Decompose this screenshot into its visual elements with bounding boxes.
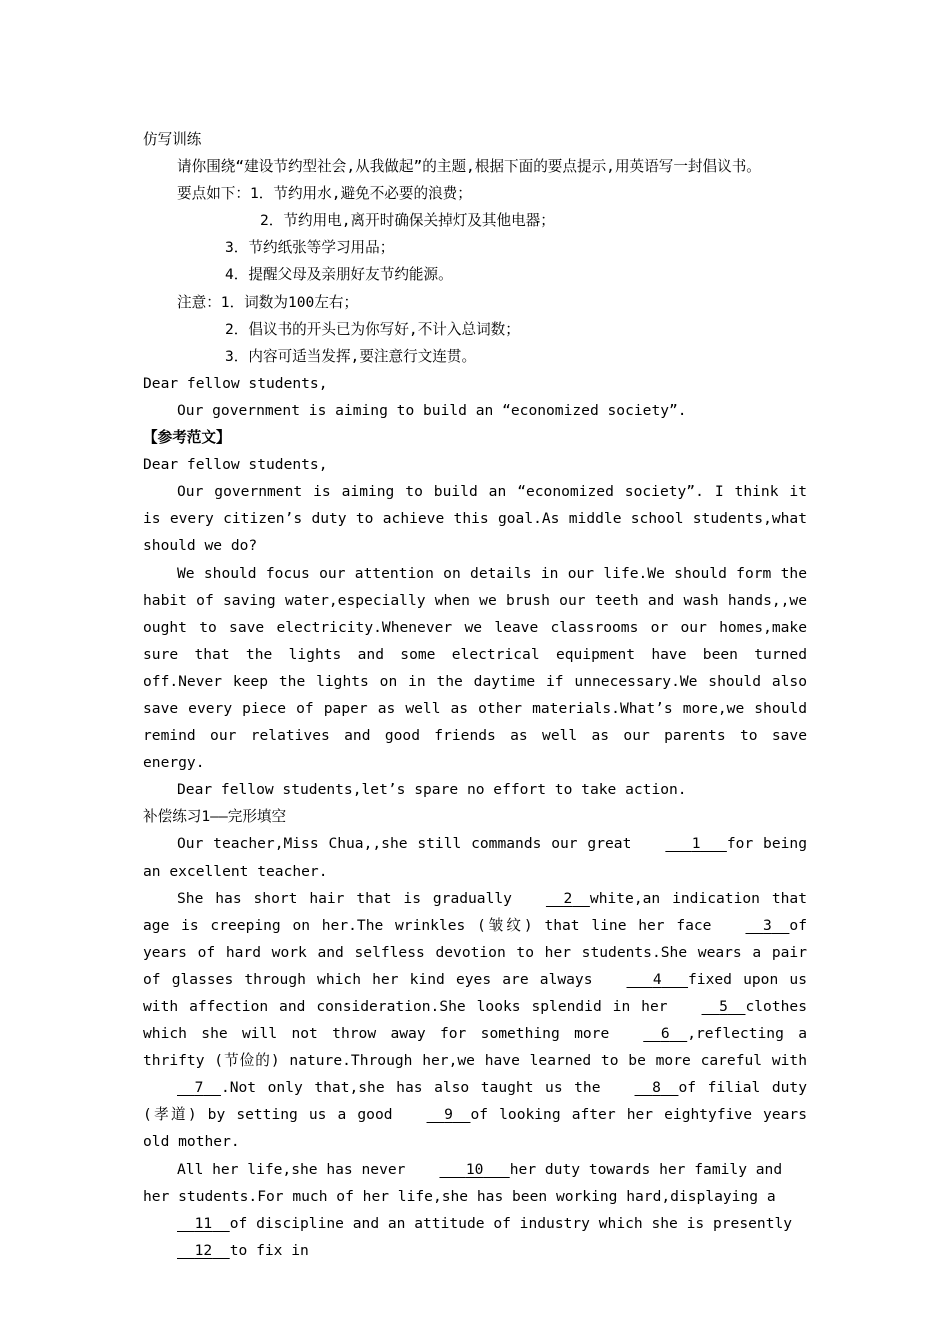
note-item-3: 3．内容可适当发挥,要注意行文连贯。 [225,347,477,365]
cloze-blank-4[interactable]: 4 [652,970,662,988]
requirement-item-4: 4．提醒父母及亲朋好友节约能源。 [225,266,453,284]
cloze-blank-3[interactable]: 3 [763,916,772,934]
cloze-paragraph-3: All her life,she has never 10 her duty towards her family and her students.For much of her life,she has been working hard,displaying a 11 of discipline and an attitude of industry which she is presently 12 to fix in [143,1156,807,1264]
cloze-blank-8[interactable]: 8 [652,1079,661,1097]
cloze-blank-5[interactable]: 5 [719,998,728,1015]
cloze-blank-12[interactable]: 12 [194,1241,213,1259]
sample-paragraph-2: We should focus our attention on details in our life.We should form the habit of saving water,especially when we brush our teeth and wash hands,,we ought to save electricity.Whenever we leave classrooms or our homes,make sure that the lights and some electrical equipment have been turned off.Never keep the lights on in the daytime if unnecessary.We should also save every piece of paper as well as other materials.What’s more,we should remind our relatives and good friends as well as our parents to save energy. [143,564,807,772]
requirement-item-1: 要点如下：1．节约用水,避免不必要的浪费； [177,185,472,203]
cloze-blank-2[interactable]: 2 [563,889,573,907]
writing-prompt: 请你围绕“建设节约型社会,从我做起”的主题,根据下面的要点提示,用英语写一封倡议书。 [177,158,761,176]
note-item-2: 2．倡议书的开头已为你写好,不计入总词数； [225,320,520,338]
letter-first-line: Our government is aiming to build an “economized society”. [177,401,687,419]
cloze-paragraph-2: She has short hair that is gradually 2 white,an indication that age is creeping on her.The wrinkles (皱纹) that line her face 3 of years of hard work and selfless devotion to her students.She wears a pair of glasses through which her kind eyes are always 4 fixed upon us with affection and consideration.She looks splendid in her 5 clothes which she will not throw away for something more 6 ,reflecting a thrifty (节俭的) nature.Through her,we have learned to be more careful with 7 .Not only that,she has also taught us the 8 of filial duty (孝道) by setting us a good 9 of looking after her eightyfive years old mother. [143,885,807,1156]
document-page [143,126,807,1264]
requirement-item-2: 2．节约用电,离开时确保关掉灯及其他电器； [260,212,555,230]
cloze-title: 补偿练习1——完形填空 [143,808,287,826]
requirement-item-3: 3．节约纸张等学习用品； [225,239,395,257]
cloze-blank-9[interactable]: 9 [444,1106,453,1124]
sample-heading: 【参考范文】 [143,429,231,447]
cloze-blank-11[interactable]: 11 [194,1214,213,1232]
sample-paragraph-1: Our government is aiming to build an “economized society”. I think it is every citizen’s duty to achieve this goal.As middle school students,what should we do? [143,483,807,555]
sample-paragraph-3: Dear fellow students,let’s spare no effort to take action. [177,781,687,799]
section-title: 仿写训练 [143,131,202,148]
cloze-blank-6[interactable]: 6 [660,1025,670,1043]
note-item-1: 注意：1．词数为100左右； [177,293,359,311]
cloze-blank-1[interactable]: 1 [691,835,701,853]
cloze-blank-10[interactable]: 10 [465,1160,484,1178]
letter-greeting: Dear fellow students, [143,374,328,392]
requirements-label: 要点如下： [177,185,250,203]
cloze-blank-7[interactable]: 7 [194,1079,204,1097]
sample-greeting: Dear fellow students, [143,456,328,474]
cloze-paragraph-1: Our teacher,Miss Chua,,she still commands our great 1 for being an excellent teacher. [143,830,807,884]
notes-label: 注意： [177,293,221,311]
